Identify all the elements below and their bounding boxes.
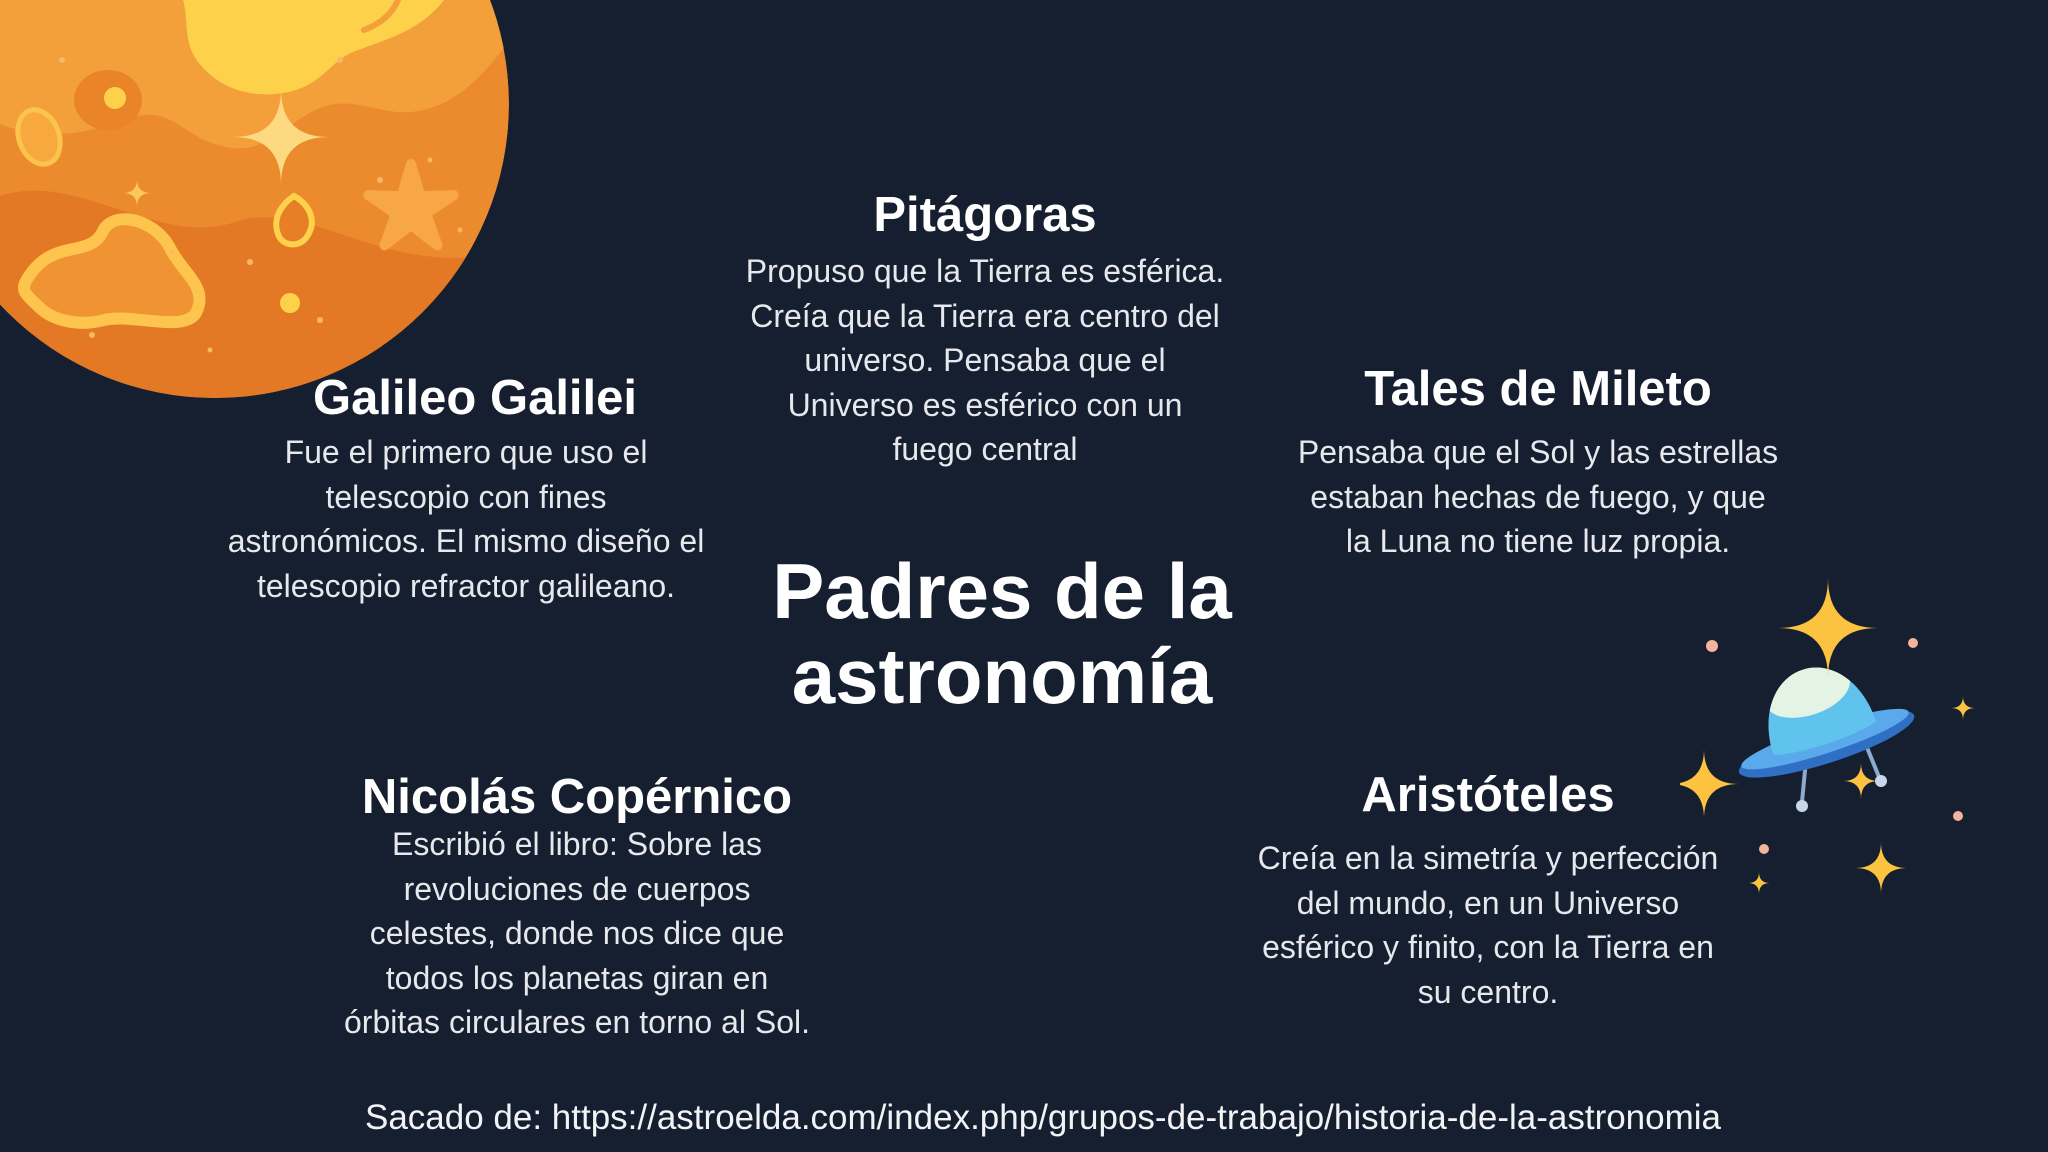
description-line: fuego central bbox=[892, 431, 1078, 467]
star-icon bbox=[1951, 696, 1975, 720]
sparkle-dot bbox=[1759, 844, 1769, 854]
title-line: astronomía bbox=[791, 632, 1213, 720]
galileo-name: Galileo Galilei bbox=[312, 371, 638, 425]
star-icon bbox=[1748, 872, 1770, 894]
planet-speck bbox=[170, 250, 175, 255]
planet-speck bbox=[428, 158, 433, 163]
planet-speck bbox=[337, 57, 343, 63]
description-line: Escribió el libro: Sobre las bbox=[392, 826, 762, 862]
description-line: Pensaba que el Sol y las estrellas bbox=[1297, 434, 1779, 470]
description-line: esférico y finito, con la Tierra en bbox=[1262, 929, 1714, 965]
planet-icon bbox=[0, 0, 520, 420]
star-icon bbox=[1778, 578, 1878, 678]
planet-spot bbox=[104, 87, 126, 109]
description-line: órbitas circulares en torno al Sol. bbox=[344, 1004, 810, 1040]
page-title bbox=[602, 549, 1402, 719]
planet-spot bbox=[280, 293, 300, 313]
sparkle-dot bbox=[1953, 811, 1963, 821]
description-line: telescopio con fines bbox=[325, 478, 607, 515]
star-icon bbox=[1855, 842, 1907, 894]
description-line: astronómicos. El mismo diseño el bbox=[227, 523, 705, 559]
description-line: del mundo, en un Universo bbox=[1296, 884, 1680, 921]
aristoteles-name: Aristóteles bbox=[1361, 768, 1615, 822]
planet-speck bbox=[208, 348, 213, 353]
description-line: celestes, donde nos dice que bbox=[369, 915, 785, 951]
description-line: Propuso que la Tierra es esférica. bbox=[745, 253, 1225, 289]
description-line: la Luna no tiene luz propia. bbox=[1345, 523, 1731, 559]
tales-name: Tales de Mileto bbox=[1364, 362, 1712, 416]
ufo-foot bbox=[1796, 800, 1808, 812]
description-line: estaban hechas de fuego, y que bbox=[1310, 478, 1766, 515]
description-line: Creía que la Tierra era centro del bbox=[750, 297, 1220, 334]
ufo-leg bbox=[1866, 745, 1879, 777]
planet-speck bbox=[317, 317, 323, 323]
title-line: Padres de la bbox=[772, 547, 1232, 635]
description-line: Universo es esférico con un bbox=[787, 386, 1183, 423]
copernico-name: Nicolás Copérnico bbox=[361, 770, 793, 824]
star-icon bbox=[1680, 749, 1739, 819]
description-line: telescopio refractor galileano. bbox=[256, 567, 675, 604]
planet-speck bbox=[89, 332, 95, 338]
description-line: Fue el primero que uso el bbox=[284, 434, 648, 470]
planet-surface bbox=[0, 0, 520, 420]
space-decoration bbox=[1680, 560, 2000, 920]
source-citation: Sacado de: https://astroelda.com/index.php/grupos-de-trabajo/historia-de-la-astronomia bbox=[364, 1098, 1722, 1137]
planet-crater bbox=[276, 196, 312, 244]
planet-speck bbox=[247, 259, 253, 265]
description-line: universo. Pensaba que el bbox=[804, 342, 1166, 378]
description-line: Creía en la simetría y perfección bbox=[1257, 840, 1719, 876]
sparkle-dot bbox=[1908, 638, 1918, 648]
ufo-icon bbox=[1714, 639, 1920, 790]
planet-speck bbox=[59, 57, 65, 63]
sparkle-dot bbox=[1706, 640, 1718, 652]
tales-description bbox=[1178, 430, 1898, 564]
planet-speck bbox=[458, 228, 463, 233]
description-line: revoluciones de cuerpos bbox=[403, 870, 751, 907]
planet-speck bbox=[377, 177, 383, 183]
pitagoras-name: Pitágoras bbox=[873, 188, 1097, 242]
description-line: todos los planetas giran en bbox=[385, 959, 769, 996]
description-line: su centro. bbox=[1417, 973, 1559, 1010]
copernico-description bbox=[217, 822, 937, 1045]
